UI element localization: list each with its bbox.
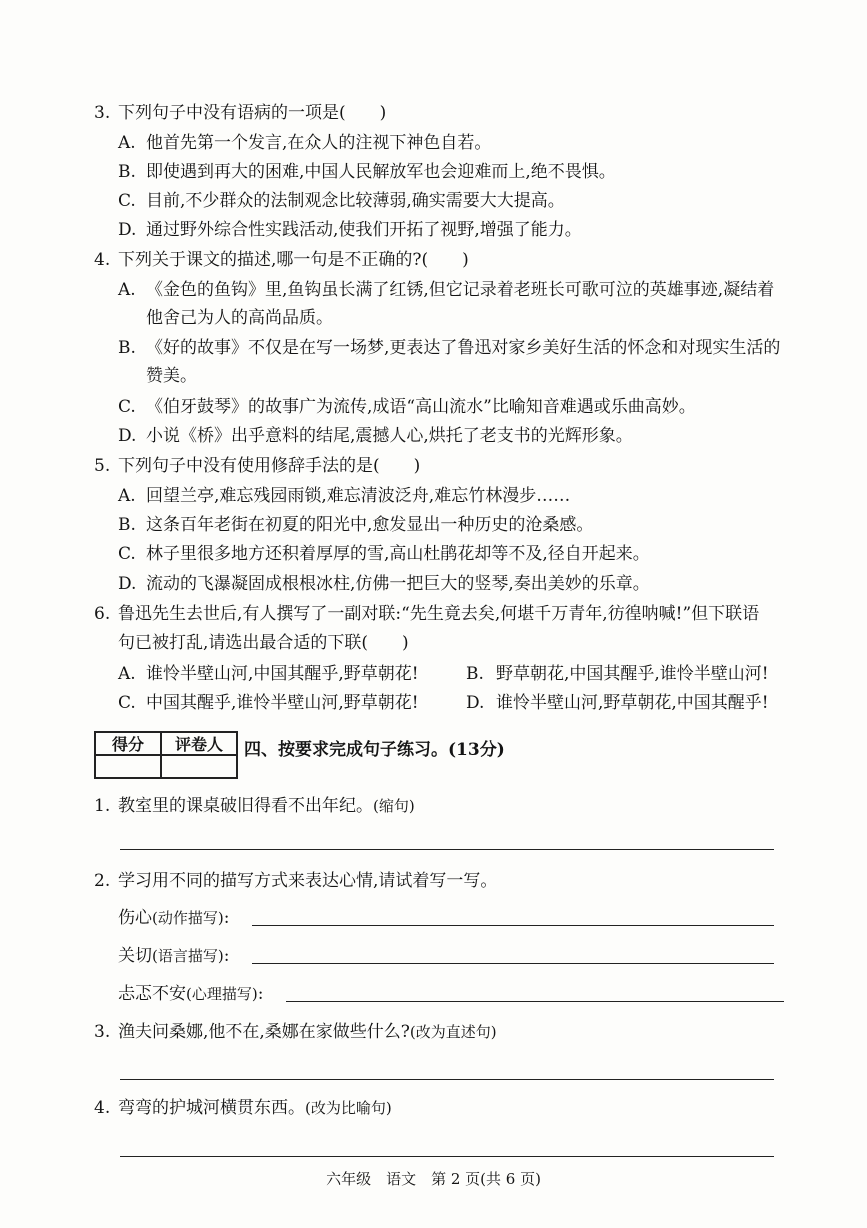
question-number: 2. xyxy=(94,871,111,891)
option-key: A. xyxy=(118,664,136,684)
question-stem-cont: 句已被打乱,请选出最合适的下联( ) xyxy=(118,633,409,653)
section-title: 四、按要求完成句子练习。(13分) xyxy=(244,740,505,760)
question-stem: 下列句子中没有使用修辞手法的是( ) xyxy=(118,456,421,476)
option-text: 小说《桥》出乎意料的结尾,震撼人心,烘托了老支书的光辉形象。 xyxy=(146,426,633,446)
question-number: 3. xyxy=(94,1022,111,1042)
question-text xyxy=(118,1020,497,1044)
sub-item-word: 关切 xyxy=(118,946,152,966)
question-stem: 下列关于课文的描述,哪一句是不正确的?( ) xyxy=(118,250,469,270)
option-text: 中国其醒乎,谁怜半壁山河,野草朝花! xyxy=(146,693,419,713)
sub-item xyxy=(118,906,229,930)
score-box xyxy=(94,731,238,779)
option-key: A. xyxy=(118,486,136,506)
answer-line[interactable] xyxy=(286,1001,784,1002)
option-key: C. xyxy=(118,191,136,211)
option-key: B. xyxy=(466,664,484,684)
sub-item-hint: (动作描写) xyxy=(152,909,224,927)
option-key: D. xyxy=(118,426,137,446)
option-key: C. xyxy=(118,544,136,564)
answer-line[interactable] xyxy=(252,963,774,964)
question-number: 4. xyxy=(94,250,111,270)
question-stem: 鲁迅先生去世后,有人撰写了一副对联:“先生竟去矣,何堪千万青年,彷徨呐喊!”但下联语 xyxy=(118,604,760,624)
option-text: 谁怜半壁山河,野草朝花,中国其醒乎! xyxy=(496,693,769,713)
sub-item xyxy=(118,982,263,1006)
option-key: D. xyxy=(118,220,137,240)
sub-item-colon: : xyxy=(223,908,230,928)
question-hint: (改为直述句) xyxy=(409,1023,497,1041)
answer-line[interactable] xyxy=(120,849,774,850)
question-text-body: 弯弯的护城河横贯东西。 xyxy=(118,1098,305,1118)
sub-item-word: 忐忑不安 xyxy=(118,984,186,1004)
option-text: 《好的故事》不仅是在写一场梦,更表达了鲁迅对家乡美好生活的怀念和对现实生活的 xyxy=(146,338,781,358)
option-text: 这条百年老街在初夏的阳光中,愈发显出一种历史的沧桑感。 xyxy=(146,515,594,535)
option-key: D. xyxy=(118,574,137,594)
question-number: 3. xyxy=(94,103,111,123)
question-stem: 下列句子中没有语病的一项是( ) xyxy=(118,103,387,123)
sub-item-hint: (心理描写) xyxy=(186,985,258,1003)
option-text: 谁怜半壁山河,中国其醒乎,野草朝花! xyxy=(146,664,419,684)
option-text: 回望兰亭,难忘残园雨锁,难忘清波泛舟,难忘竹林漫步…… xyxy=(146,486,571,506)
question-number: 4. xyxy=(94,1098,111,1118)
question-number: 1. xyxy=(94,796,111,816)
sub-item xyxy=(118,944,229,968)
option-key: C. xyxy=(118,693,136,713)
option-key: B. xyxy=(118,338,136,358)
question-text-body: 教室里的课桌破旧得看不出年纪。 xyxy=(118,796,373,816)
option-text-cont: 他舍己为人的高尚品质。 xyxy=(146,308,333,328)
page-footer: 六年级 语文 第 2 页(共 6 页) xyxy=(326,1170,541,1188)
option-text: 目前,不少群众的法制观念比较薄弱,确实需要大大提高。 xyxy=(146,191,565,211)
option-text: 流动的飞瀑凝固成根根冰柱,仿佛一把巨大的竖琴,奏出美妙的乐章。 xyxy=(146,574,650,594)
question-text xyxy=(118,1096,392,1120)
sub-item-hint: (语言描写) xyxy=(152,947,224,965)
option-text: 《伯牙鼓琴》的故事广为流传,成语“高山流水”比喻知音难遇或乐曲高妙。 xyxy=(146,397,696,417)
answer-line[interactable] xyxy=(120,1079,774,1080)
option-key: A. xyxy=(118,133,136,153)
question-number: 6. xyxy=(94,604,111,624)
question-number: 5. xyxy=(94,456,111,476)
question-hint: (缩句) xyxy=(373,797,415,815)
option-key: C. xyxy=(118,397,136,417)
option-key: B. xyxy=(118,162,136,182)
option-key: A. xyxy=(118,280,136,300)
option-text-cont: 赞美。 xyxy=(146,366,197,386)
answer-line[interactable] xyxy=(120,1156,774,1157)
question-text: 学习用不同的描写方式来表达心情,请试着写一写。 xyxy=(118,871,498,891)
option-text: 即使遇到再大的困难,中国人民解放军也会迎难而上,绝不畏惧。 xyxy=(146,162,616,182)
option-key: D. xyxy=(466,693,485,713)
question-hint: (改为比喻句) xyxy=(305,1099,392,1117)
option-text: 《金色的鱼钩》里,鱼钩虽长满了红锈,但它记录着老班长可歌可泣的英雄事迹,凝结着 xyxy=(146,280,775,300)
answer-line[interactable] xyxy=(252,925,774,926)
option-text: 野草朝花,中国其醒乎,谁怜半壁山河! xyxy=(496,664,769,684)
option-text: 通过野外综合性实践活动,使我们开拓了视野,增强了能力。 xyxy=(146,220,582,240)
question-text-body: 渔夫问桑娜,他不在,桑娜在家做些什么? xyxy=(118,1022,410,1042)
option-text: 林子里很多地方还积着厚厚的雪,高山杜鹃花却等不及,径自开起来。 xyxy=(146,544,650,564)
grader-label: 评卷人 xyxy=(161,732,237,755)
grader-cell[interactable] xyxy=(161,755,237,778)
score-label: 得分 xyxy=(95,732,161,755)
option-text: 他首先第一个发言,在众人的注视下神色自若。 xyxy=(146,133,492,153)
question-text xyxy=(118,794,415,818)
option-key: B. xyxy=(118,515,136,535)
sub-item-word: 伤心 xyxy=(118,908,152,928)
sub-item-colon: : xyxy=(223,946,230,966)
score-cell[interactable] xyxy=(95,755,161,778)
sub-item-colon: : xyxy=(257,984,264,1004)
